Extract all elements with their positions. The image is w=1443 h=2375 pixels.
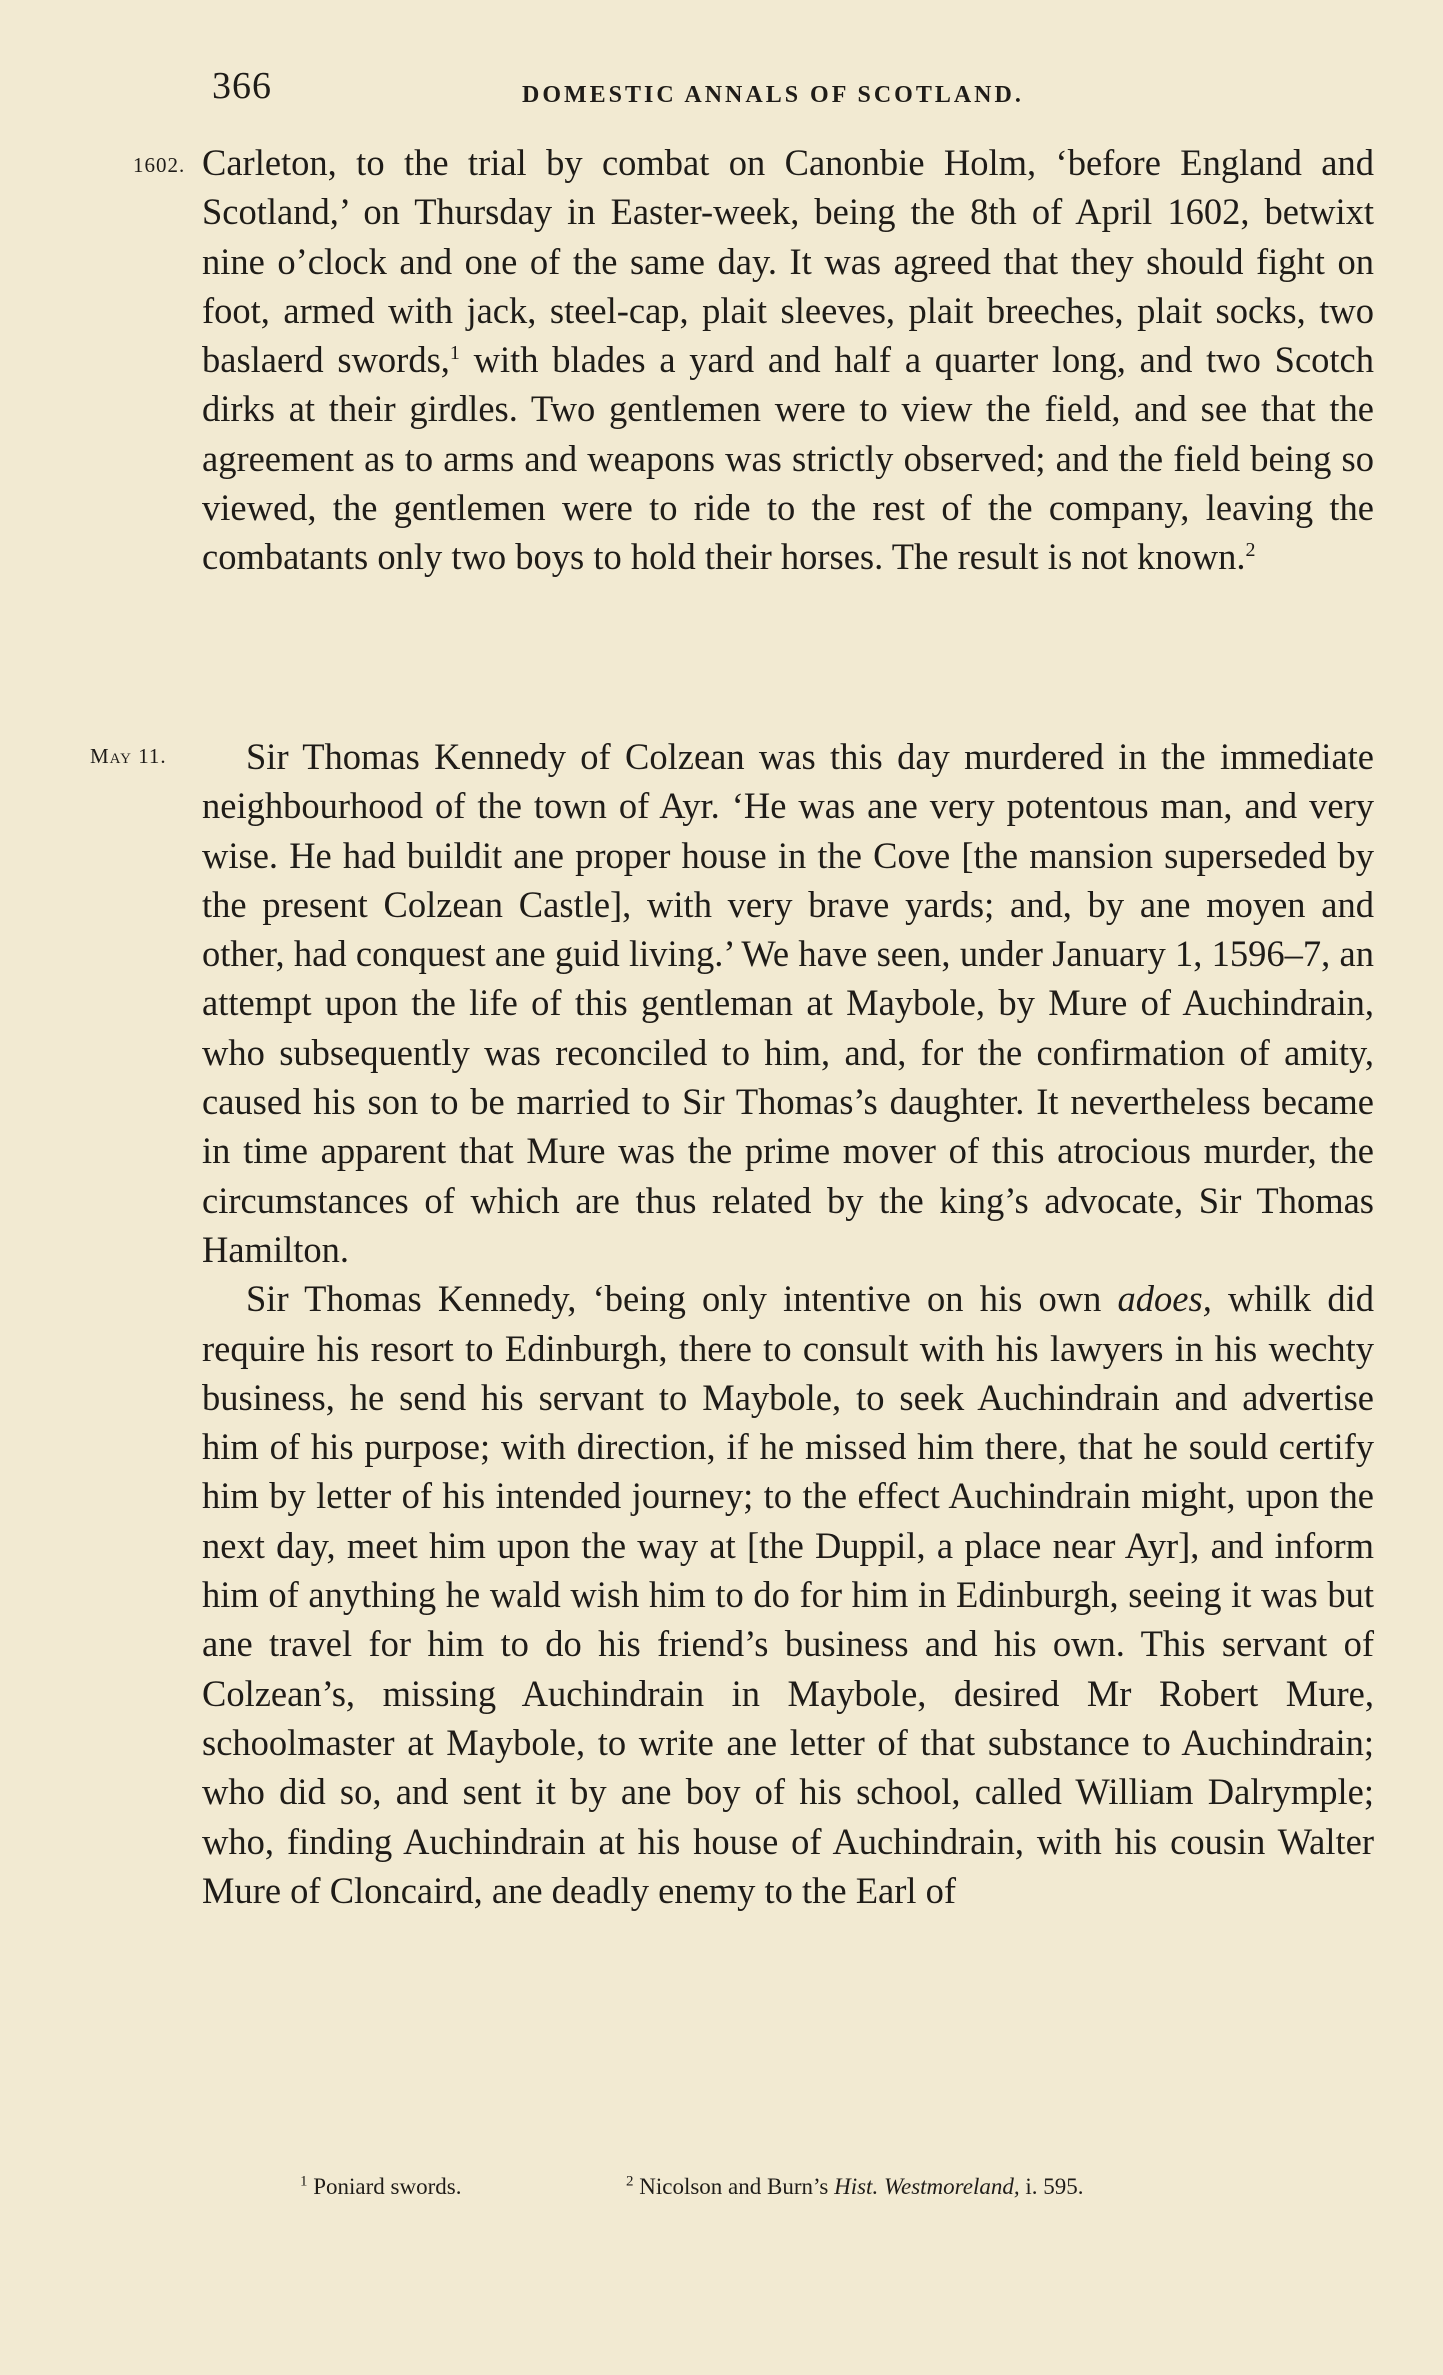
- footnote-2-marker: 2: [626, 2173, 634, 2190]
- footnote-2-text-end: i. 595.: [1019, 2174, 1084, 2199]
- paragraph-text: Sir Thomas Kennedy, ‘being only intentive on his own: [246, 1278, 1118, 1320]
- paragraph-carleton-combat: [202, 138, 1374, 582]
- page-header: [212, 64, 1372, 124]
- paragraph-text: Carleton, to the trial by combat on Canonbie Holm, ‘before England and Scotland,’ on Thursday in Easter-week, being the 8th of April 1602, betwixt nine o’clock and one of the same day. It was agreed that they should fight on foot, armed with jack, steel-cap, plait sleeves, plait breeches, plait socks, two baslaerd swords,: [202, 142, 1374, 381]
- running-title: DOMESTIC ANNALS OF SCOTLAND.: [522, 82, 1024, 108]
- paragraph-text-continued: whilk did require his resort to Edinburgh, there to consult with his lawyers in his wechty business, he send his servant to Maybole, to seek Auchindrain and advertise him of his purpose; with direction, if he missed him there, that he sould certify him by letter of his intended journey; to the effect Auchindrain might, upon the next day, meet him upon the way at [the Duppil, a place near Ayr], and inform him of anything he wald wish him to do for him in Edinburgh, seeing it was but ane travel for him to do his friend’s business and his own. This servant of Colzean’s, missing Auchindrain in Maybole, desired Mr Robert Mure, schoolmaster at Maybole, to write ane letter of that substance to Auchindrain; who did so, and sent it by ane boy of his school, called William Dalrymple; who, finding Auchindrain at his house of Auchindrain, with his cousin Walter Mure of Cloncaird, ane deadly enemy to the Earl of: [202, 1278, 1374, 1911]
- italic-word: adoes,: [1117, 1278, 1212, 1320]
- footnote-marker-1: 1: [449, 342, 460, 365]
- footnote-2-italic: Hist. Westmoreland,: [834, 2174, 1020, 2199]
- paragraph-text-continued: with blades a yard and half a quarter long, and two Scotch dirks at their girdles. Two gentlemen were to view the field, and see that the agreement as to arms and weapons was strictly observed; and the field being so viewed, the gentlemen were to ride to the rest of the company, leaving the combatants only two boys to hold their horses. The result is not known.: [202, 339, 1374, 578]
- footnote-marker-2: 2: [1245, 539, 1256, 562]
- footnote-1-text: Poniard swords.: [307, 2174, 462, 2199]
- paragraph-kennedy-journey: [202, 1274, 1374, 1915]
- footnote-1-marker: 1: [300, 2173, 308, 2190]
- margin-date-note: May 11.: [90, 744, 167, 768]
- paragraph-text: Sir Thomas Kennedy of Colzean was this day murdered in the immediate neighbourhood of the town of Ayr. ‘He was ane very potentous man, and very wise. He had buildit ane proper house in the Cove [the mansion superseded by the present Colzean Castle], with very brave yards; and, by ane moyen and other, had conquest ane guid living.’ We have seen, under January 1, 1596–7, an attempt upon the life of this gentleman at Maybole, by Mure of Auchindrain, who subsequently was reconciled to him, and, for the confirmation of amity, caused his son to be married to Sir Thomas’s daughter. It nevertheless became in time apparent that Mure was the prime mover of this atrocious murder, the circumstances of which are thus related by the king’s advocate, Sir Thomas Hamilton.: [202, 736, 1374, 1270]
- margin-year-note: 1602.: [133, 153, 186, 177]
- footnote-2: [626, 2174, 1084, 2200]
- footnote-1: [300, 2174, 461, 2200]
- paragraph-kennedy-murder: [202, 732, 1374, 1915]
- page-number: 366: [212, 65, 272, 107]
- footnote-2-text: Nicolson and Burn’s: [633, 2174, 835, 2199]
